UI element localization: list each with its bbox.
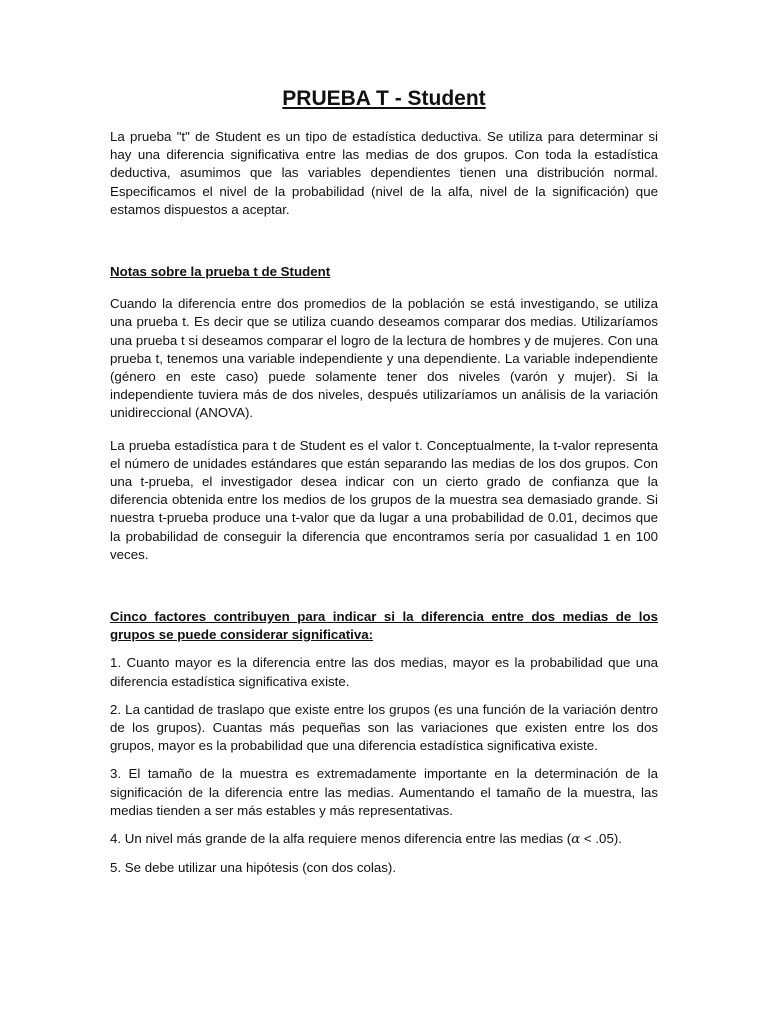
factor-item-4-text: 4. Un nivel más grande de la alfa requiere menos diferencia entre las medias ( bbox=[110, 831, 572, 847]
factor-item-3: 3. El tamaño de la muestra es extremadamente importante en la determinación de la significación de la diferencia entre las medias. Aumentando el tamaño de la muestra, las medias tienden a ser más estables y más representativas. bbox=[110, 766, 658, 818]
page-title: PRUEBA T - Student bbox=[282, 87, 486, 110]
factor-item-2: 2. La cantidad de traslapo que existe entre los grupos (es una función de la variación dentro de los grupos). Cuantas más pequeñas son las variaciones que existen entre los dos grupos, mayor es la probabilidad que una diferencia estadística significativa existe. bbox=[110, 701, 658, 754]
section-heading-notas: Notas sobre la prueba t de Student bbox=[110, 264, 331, 280]
notas-paragraph-1: Cuando la diferencia entre dos promedios de la población se está investigando, se utiliza una prueba t. Es decir que se utiliza cuando deseamos comparar dos medias. Utilizaríamos una prueba t si deseamos comparar el logro de la lectura de hombres y de mujeres. Con una prueba t, tenemos una variable independiente y una dependiente. La variable independiente (género en este caso) puede solamente tener dos niveles (varón y mujer). Si la independiente tuviera más de dos niveles, después utilizaríamos un análisis de la variación unidireccional (ANOVA). bbox=[110, 296, 658, 421]
section-heading-factores: Cinco factores contribuyen para indicar si la diferencia entre dos medias de los grupos se puede considerar significativa: bbox=[110, 609, 658, 643]
notas-paragraph-2: La prueba estadística para t de Student es el valor t. Conceptualmente, la t-valor representa el número de unidades estándares que están separando las medias de los dos grupos. Con una t-prueba, el investigador desea indicar con un cierto grado de confianza que la diferencia obtenida entre los medios de los grupos de la muestra sea demasiado grande. Si nuestra t-prueba produce una t-valor que da lugar a una probabilidad de 0.01, decimos que la probabilidad de conseguir la diferencia que encontramos sería por casualidad 1 en 100 veces. bbox=[110, 437, 658, 562]
alpha-symbol: α bbox=[571, 832, 581, 848]
factor-item-1: 1. Cuanto mayor es la diferencia entre las dos medias, mayor es la probabilidad que una diferencia estadística significativa existe. bbox=[110, 655, 658, 689]
factor-item-4-tail: < .05). bbox=[580, 831, 622, 847]
factor-item-5: 5. Se debe utilizar una hipótesis (con dos colas). bbox=[110, 860, 397, 876]
intro-paragraph: La prueba "t" de Student es un tipo de estadística deductiva. Se utiliza para determinar si hay una diferencia significativa entre las medias de dos grupos. Con toda la estadística deductiva, asumimos que las variables dependientes tienen una distribución normal. Especificamos el nivel de la probabilidad (nivel de la alfa, nivel de la significación) que estamos dispuestos a aceptar. bbox=[110, 129, 658, 217]
factor-item-4 bbox=[110, 830, 658, 849]
